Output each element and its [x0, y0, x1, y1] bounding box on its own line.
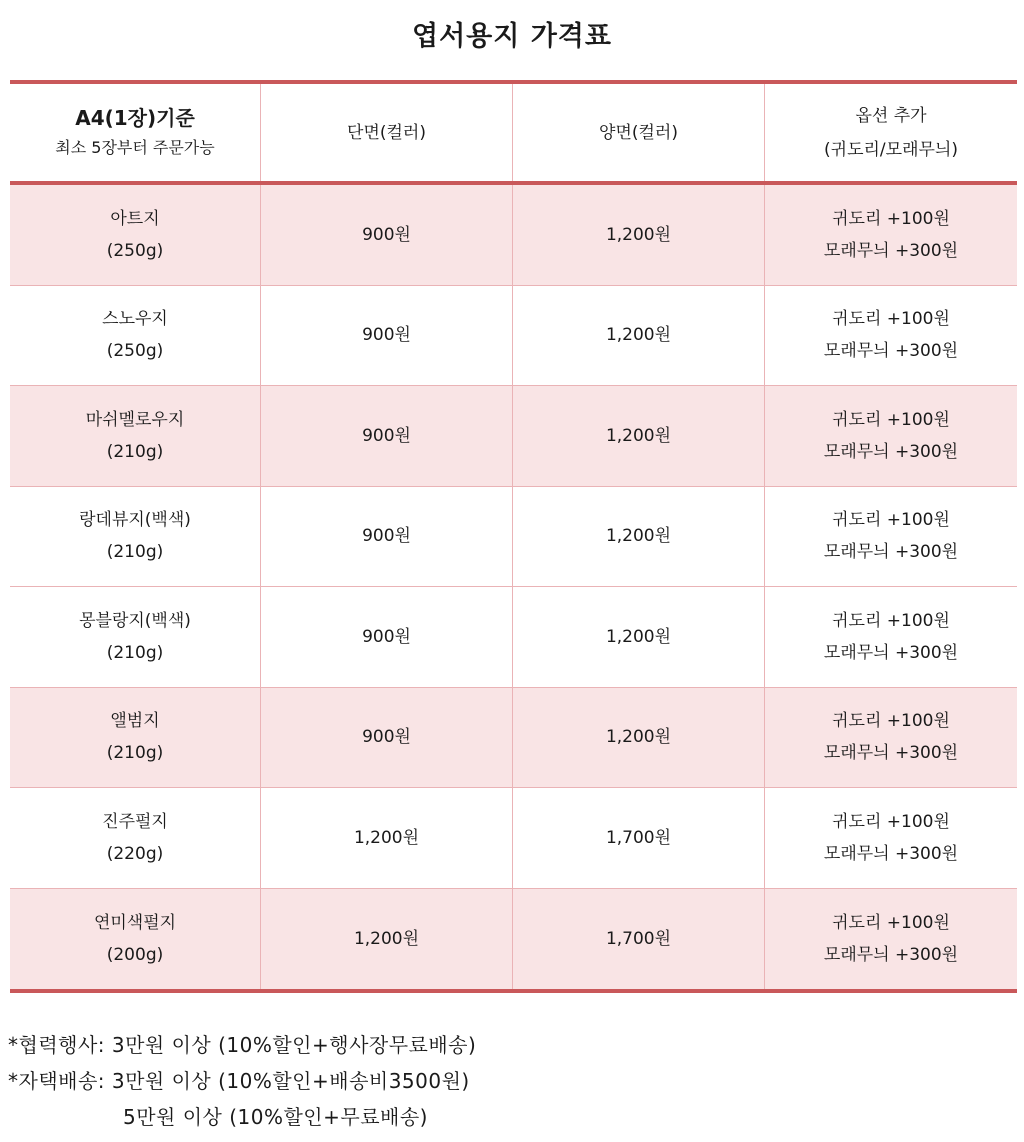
single-price: 1,200원	[261, 889, 513, 990]
option-cell	[765, 286, 1017, 386]
paper-cell	[10, 487, 261, 587]
option-cell	[765, 688, 1017, 788]
option-corner: 귀도리 +100원	[832, 610, 950, 631]
option-corner: 귀도리 +100원	[832, 811, 950, 832]
single-price: 900원	[261, 185, 513, 285]
option-corner: 귀도리 +100원	[832, 510, 950, 531]
table-row	[10, 587, 1017, 688]
page-title: 엽서용지 가격표	[412, 21, 612, 52]
header-options-line2: (귀도리/모래무늬)	[824, 139, 958, 160]
option-corner: 귀도리 +100원	[832, 309, 950, 330]
double-price: 1,200원	[513, 587, 765, 687]
paper-weight: (250g)	[106, 341, 164, 362]
option-sand: 모래무늬 +300원	[823, 743, 959, 764]
table-row	[10, 386, 1017, 487]
double-price: 1,200원	[513, 487, 765, 587]
option-cell	[765, 386, 1017, 486]
paper-name: 아트지	[110, 208, 160, 229]
double-price: 1,700원	[513, 788, 765, 888]
header-options	[765, 84, 1017, 181]
option-corner: 귀도리 +100원	[832, 912, 950, 933]
option-sand: 모래무늬 +300원	[823, 642, 959, 663]
single-price: 900원	[261, 587, 513, 687]
option-sand: 모래무늬 +300원	[823, 441, 959, 462]
option-corner: 귀도리 +100원	[832, 208, 950, 229]
header-basis	[10, 84, 261, 181]
table-row	[10, 688, 1017, 789]
note-home-delivery: *자택배송: 3만원 이상 (10%할인+배송비3500원)	[8, 1069, 470, 1093]
table-row	[10, 788, 1017, 889]
table-row	[10, 286, 1017, 387]
single-price: 900원	[261, 286, 513, 386]
paper-name: 랑데뷰지(백색)	[79, 510, 191, 531]
header-single-sided: 단면(컬러)	[261, 84, 513, 181]
paper-name: 몽블랑지(백색)	[79, 610, 191, 631]
option-sand: 모래무늬 +300원	[823, 542, 959, 563]
paper-weight: (210g)	[106, 441, 164, 462]
option-cell	[765, 185, 1017, 285]
header-double-sided: 양면(컬러)	[513, 84, 765, 181]
double-price: 1,700원	[513, 889, 765, 990]
paper-cell	[10, 587, 261, 687]
table-row	[10, 487, 1017, 588]
paper-cell	[10, 688, 261, 788]
paper-name: 마쉬멜로우지	[85, 409, 185, 430]
option-corner: 귀도리 +100원	[832, 711, 950, 732]
notes	[8, 1027, 1008, 1135]
paper-weight: (250g)	[106, 240, 164, 261]
paper-cell	[10, 788, 261, 888]
paper-cell	[10, 286, 261, 386]
option-cell	[765, 587, 1017, 687]
price-table	[10, 80, 1017, 993]
note-partner-event: *협력행사: 3만원 이상 (10%할인+행사장무료배송)	[8, 1033, 477, 1057]
single-price: 900원	[261, 386, 513, 486]
option-sand: 모래무늬 +300원	[823, 240, 959, 261]
paper-weight: (210g)	[106, 743, 164, 764]
option-cell	[765, 487, 1017, 587]
paper-name: 앨범지	[110, 711, 160, 732]
paper-weight: (200g)	[106, 944, 164, 965]
double-price: 1,200원	[513, 386, 765, 486]
option-sand: 모래무늬 +300원	[823, 843, 959, 864]
header-basis-main: A4(1장)기준	[75, 105, 195, 130]
table-row	[10, 185, 1017, 286]
option-corner: 귀도리 +100원	[832, 409, 950, 430]
single-price: 1,200원	[261, 788, 513, 888]
paper-weight: (220g)	[106, 843, 164, 864]
header-basis-sub: 최소 5장부터 주문가능	[55, 137, 215, 157]
paper-cell	[10, 889, 261, 990]
table-header	[10, 84, 1017, 185]
single-price: 900원	[261, 487, 513, 587]
table-row	[10, 889, 1017, 990]
header-options-line1: 옵션 추가	[855, 105, 927, 126]
double-price: 1,200원	[513, 688, 765, 788]
paper-weight: (210g)	[106, 642, 164, 663]
paper-cell	[10, 185, 261, 285]
single-price: 900원	[261, 688, 513, 788]
double-price: 1,200원	[513, 185, 765, 285]
note-home-delivery-extra: 5만원 이상 (10%할인+무료배송)	[123, 1105, 428, 1129]
paper-name: 스노우지	[102, 309, 168, 330]
paper-name: 연미색펄지	[93, 912, 177, 933]
option-sand: 모래무늬 +300원	[823, 341, 959, 362]
paper-weight: (210g)	[106, 542, 164, 563]
double-price: 1,200원	[513, 286, 765, 386]
option-cell	[765, 788, 1017, 888]
option-sand: 모래무늬 +300원	[823, 944, 959, 965]
option-cell	[765, 889, 1017, 990]
paper-cell	[10, 386, 261, 486]
paper-name: 진주펄지	[102, 811, 168, 832]
